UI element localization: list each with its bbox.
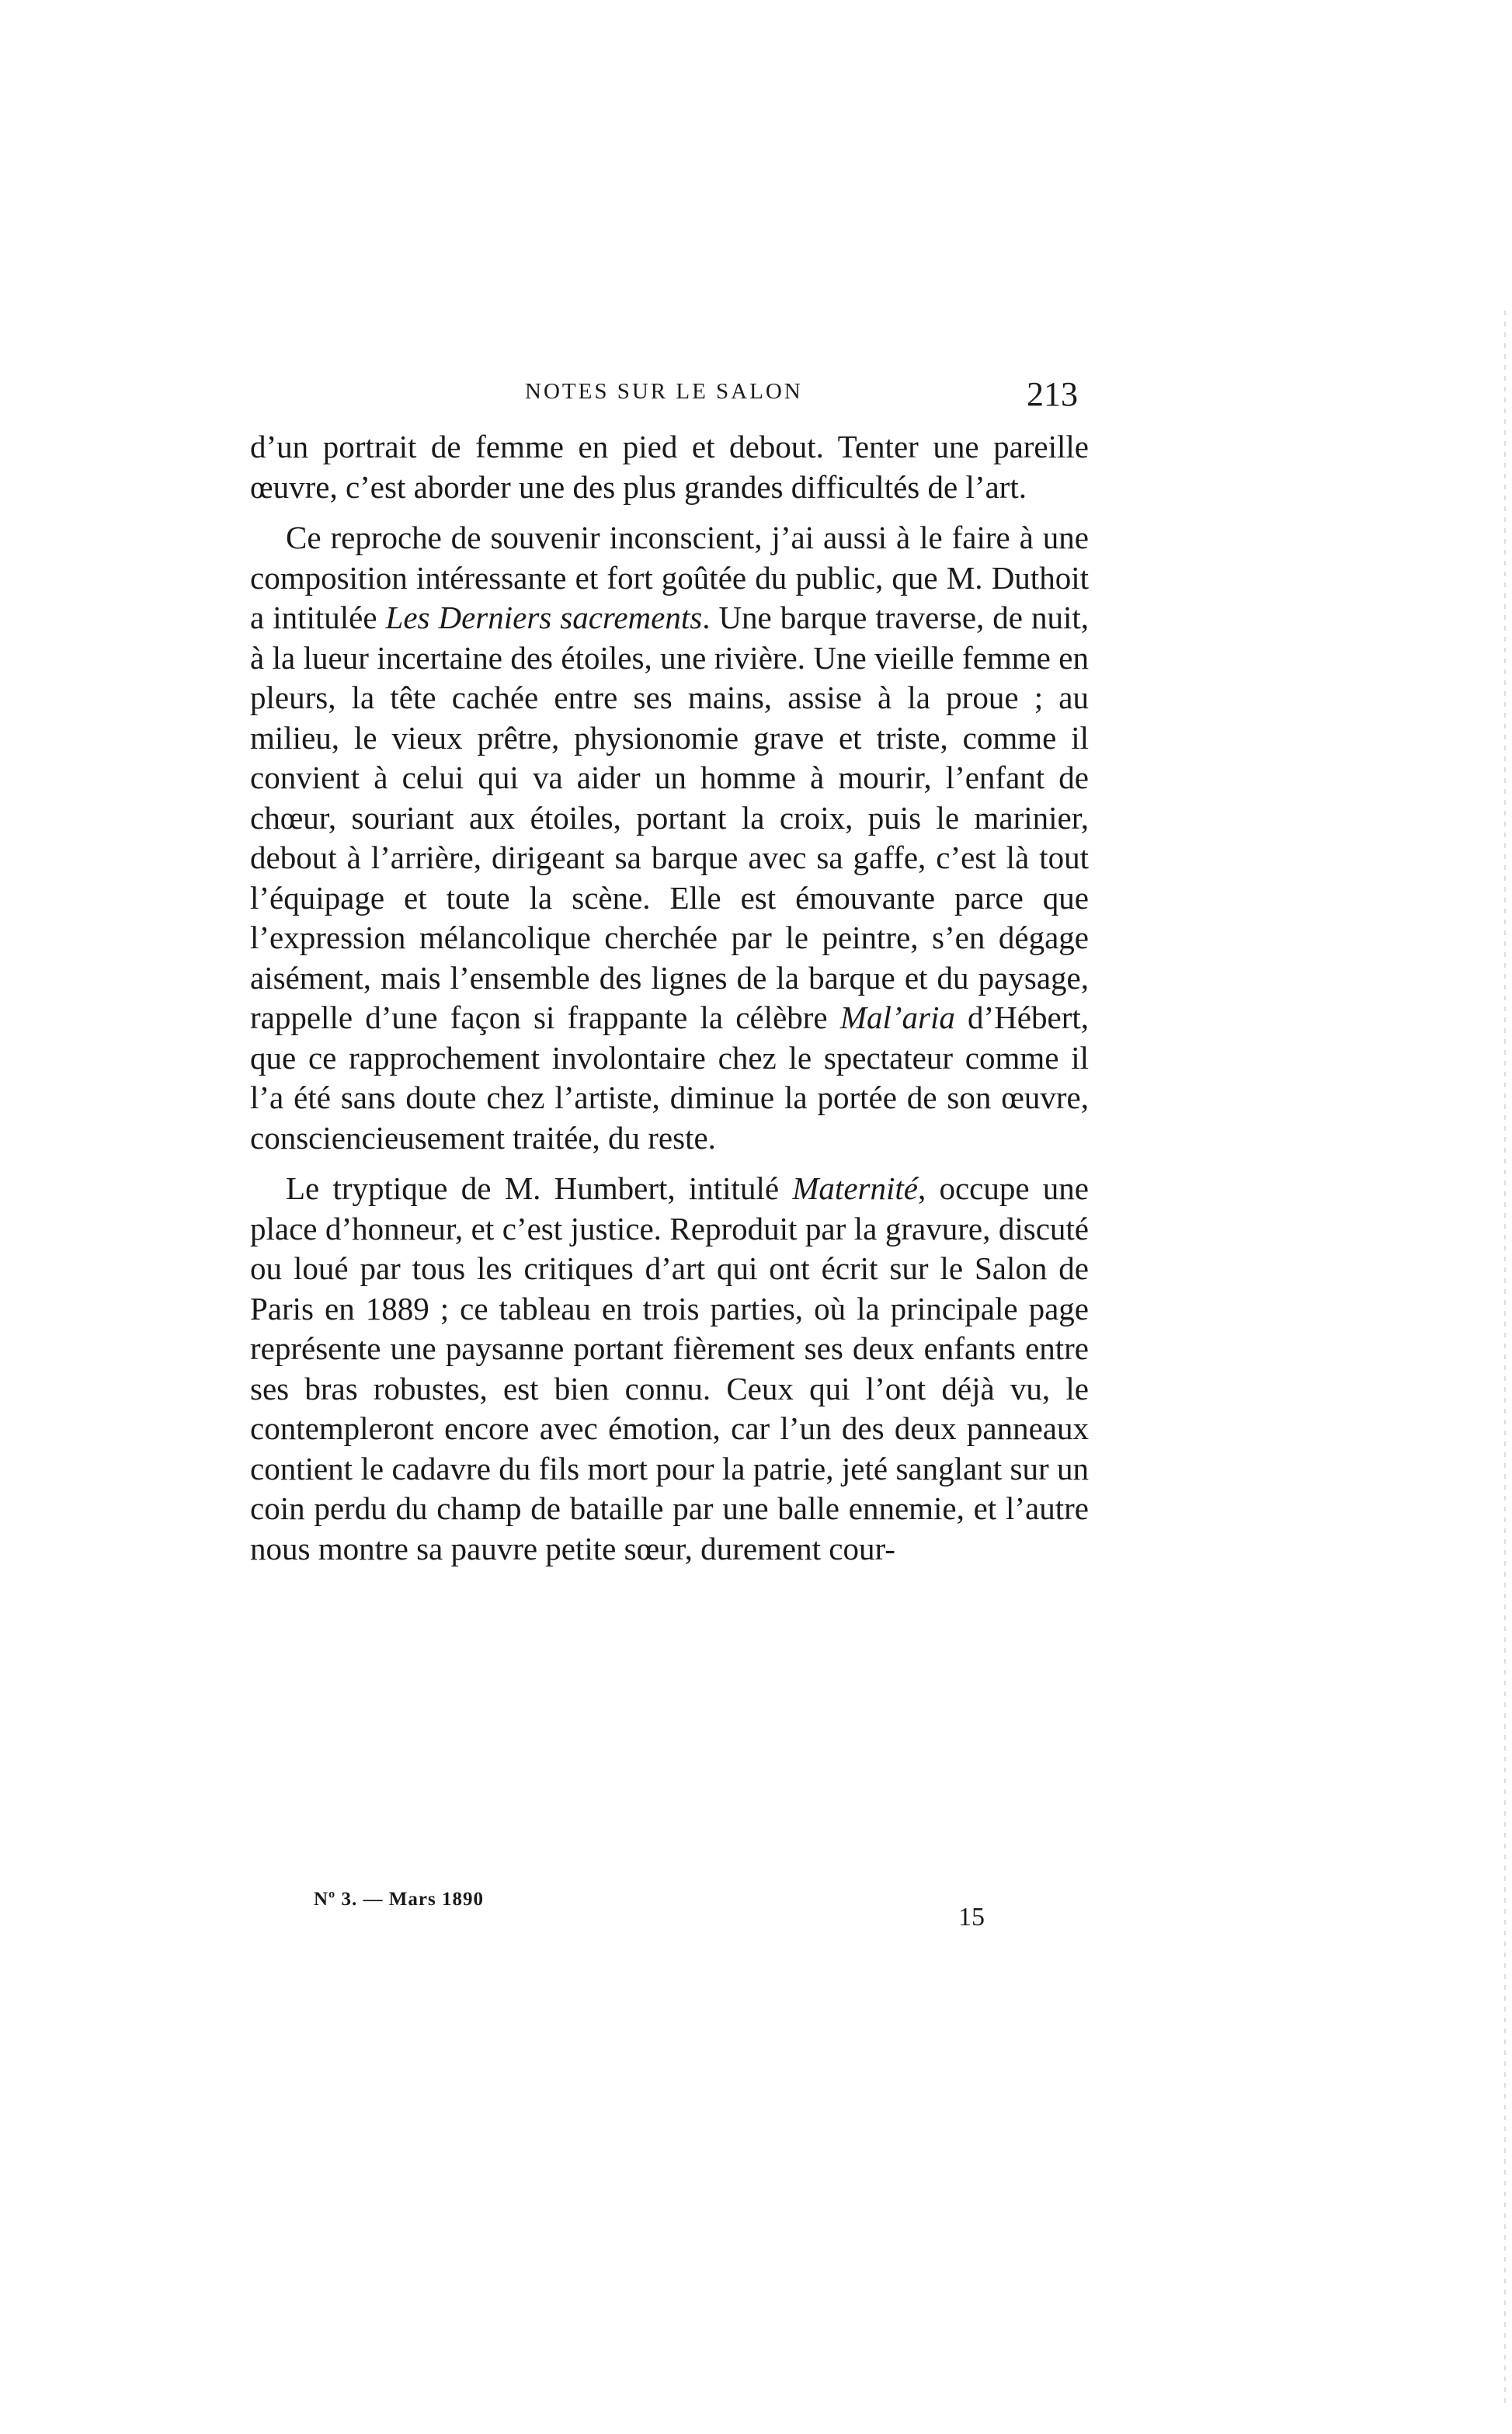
text-segment: d’un portrait de femme en pied et debout. Tenter une pareille œuvre, c’est aborder une des plus grandes difficultés de l’art. (250, 429, 1089, 505)
paragraph-2 (250, 518, 1089, 1158)
page-edge-shadow (1504, 311, 1506, 2408)
paragraph-3 (250, 1169, 1089, 1569)
text-segment: d’Hébert, que ce rapprochement involontaire chez le spectateur comme il l’a été sans doute chez l’artiste, diminue la portée de son œuvre, consciencieusement traitée, du reste. (250, 1000, 1089, 1156)
issue-footer: Nº 3. — Mars 1890 (314, 1889, 484, 1910)
artwork-title: Maternité (792, 1170, 918, 1206)
running-head: NOTES SUR LE SALON (525, 379, 803, 404)
text-segment: Ce reproche de souvenir inconscient, j’ai aussi à le faire à une composition intéressante et fort goûtée du public, que M. Duthoit a intitulée (250, 520, 1089, 635)
artwork-title: Les Derniers sacrements (385, 600, 703, 635)
text-segment: , occupe une place d’honneur, et c’est justice. Reproduit par la gravure, discuté ou loué par tous les critiques d’art qui ont écrit sur le Salon de Paris en 1889 ; ce tableau en trois parties, où la principale page représente une paysanne portant fièrement ses deux enfants entre ses bras robustes, est bien connu. Ceux qui l’ont déjà vu, le contempleront encore avec émotion, car l’un des deux panneaux contient le cadavre du fils mort pour la patrie, jeté sanglant sur un coin perdu du champ de bataille par une balle ennemie, et l’autre nous montre sa pauvre petite sœur, durement cour- (250, 1170, 1089, 1566)
body-text (250, 427, 1089, 1569)
artwork-title: Mal’aria (839, 1000, 955, 1035)
paragraph-1 (250, 427, 1089, 507)
signature-mark: 15 (958, 1903, 985, 1932)
page-number: 213 (1027, 375, 1078, 413)
text-segment: . Une barque traverse, de nuit, à la lueur incertaine des étoiles, une rivière. Une vieille femme en pleurs, la tête cachée entre ses mains, assise à la proue ; au milieu, le vieux prêtre, physionomie grave et triste, comme il convient à celui qui va aider un homme à mourir, l’enfant de chœur, souriant aux étoiles, portant la croix, puis le marinier, debout à l’arrière, dirigeant sa barque avec sa gaffe, c’est là tout l’équipage et toute la scène. Elle est émouvante parce que l’expression mélancolique cherchée par le peintre, s’en dégage aisément, mais l’ensemble des lignes de la barque et du paysage, rappelle d’une façon si frappante la célèbre (250, 600, 1090, 1035)
text-segment: Le tryptique de M. Humbert, intitulé (286, 1170, 793, 1206)
